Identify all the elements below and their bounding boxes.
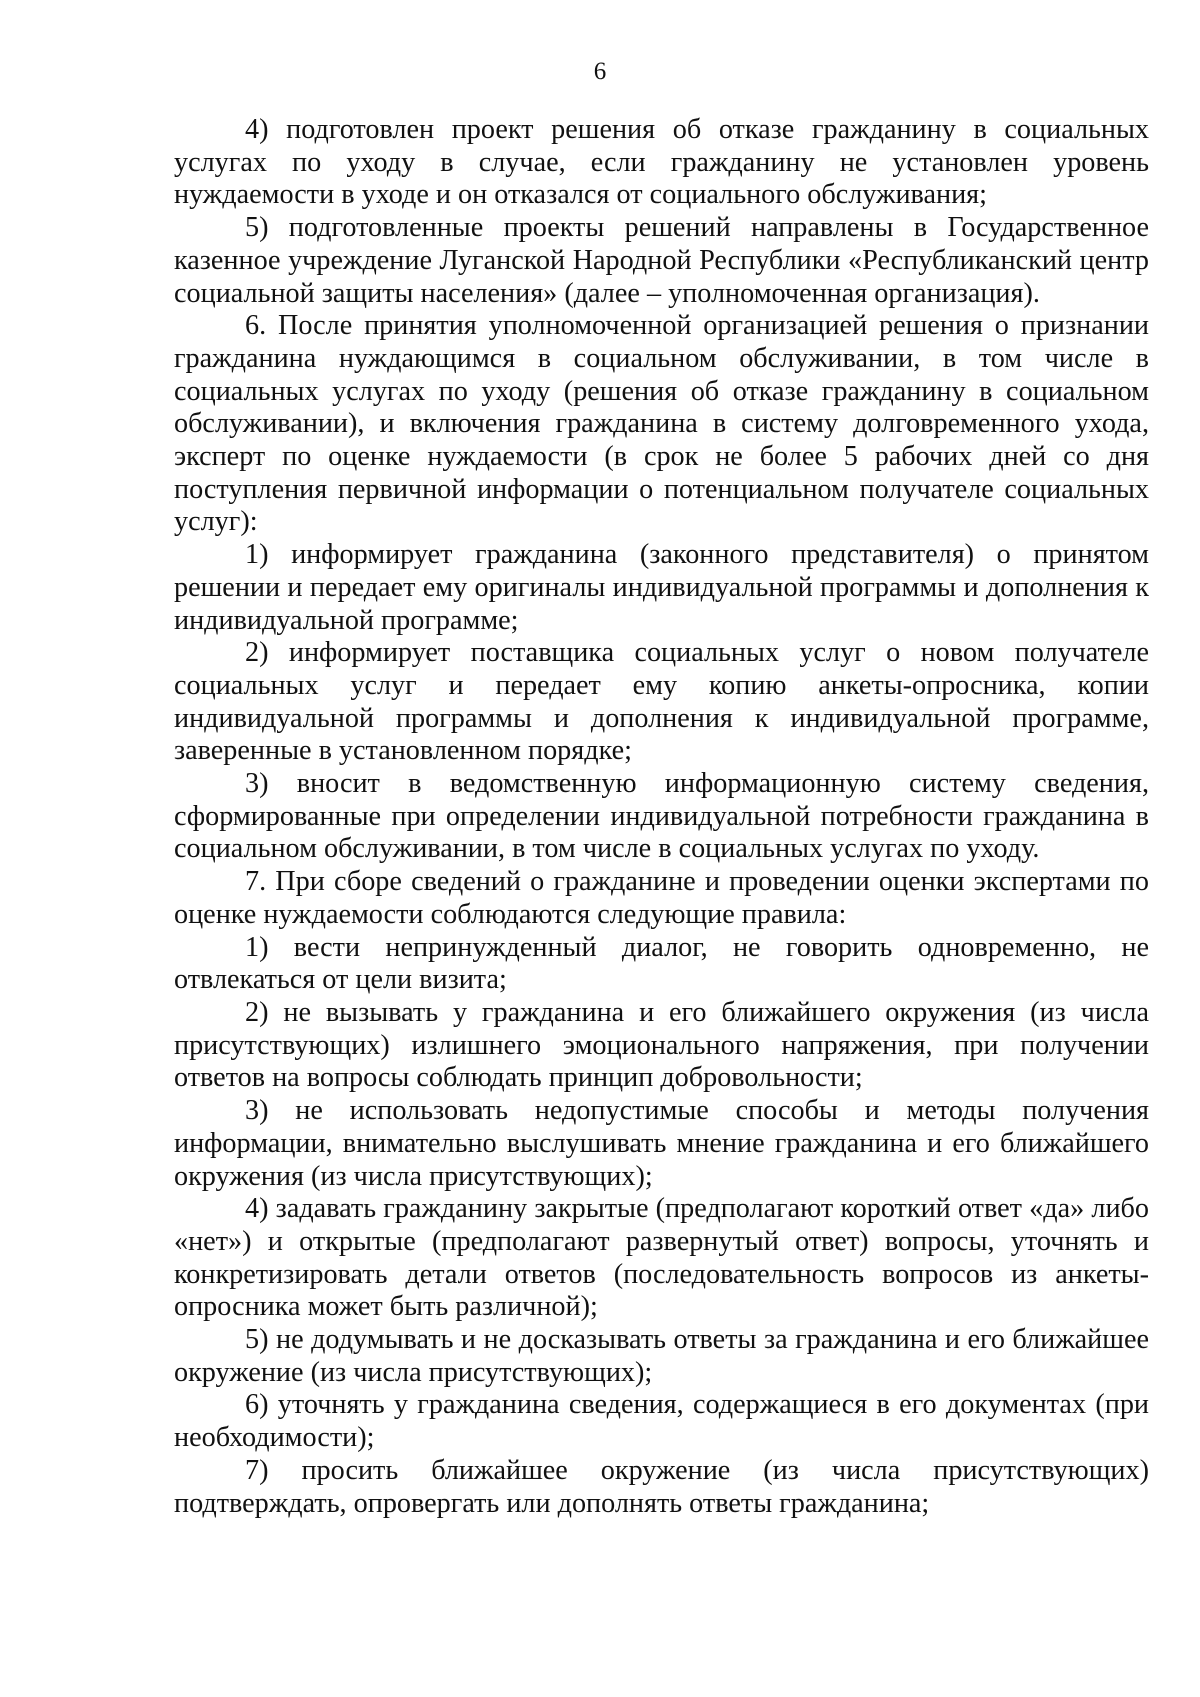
paragraph-section-7-item-1: 1) вести непринужденный диалог, не говорить одновременно, не отвлекаться от цели визита; <box>174 931 1149 996</box>
paragraph-section-7-item-3: 3) не использовать недопустимые способы и методы получения информации, внимательно выслушивать мнение гражданина и его ближайшего окружения (из числа присутствующих); <box>174 1095 1149 1192</box>
paragraph-item-4-draft-refusal: 4) подготовлен проект решения об отказе гражданину в социальных услугах по уходу в случае, если гражданину не установлен уровень нуждаемости в уходе и он отказался от социального обслуживания; <box>174 114 1149 211</box>
paragraph-section-6-item-3: 3) вносит в ведомственную информационную систему сведения, сформированные при определении индивидуальной потребности гражданина в социальном обслуживании, в том числе в социальных услугах по уходу. <box>174 768 1149 865</box>
paragraph-section-7-item-2: 2) не вызывать у гражданина и его ближайшего окружения (из числа присутствующих) излишнего эмоционального напряжения, при получении ответов на вопросы соблюдать принцип добровольности; <box>174 996 1149 1094</box>
paragraph-section-7-item-7: 7) просить ближайшее окружение (из числа присутствующих) подтверждать, опровергать или дополнять ответы гражданина; <box>174 1454 1149 1519</box>
paragraph-section-7-item-5: 5) не додумывать и не досказывать ответы за гражданина и его ближайшее окружение (из числа присутствующих); <box>174 1324 1149 1388</box>
paragraph-section-7: 7. При сборе сведений о гражданине и проведении оценки экспертами по оценке нуждаемости соблюдаются следующие правила: <box>174 866 1149 930</box>
paragraph-section-7-item-6: 6) уточнять у гражданина сведения, содержащиеся в его документах (при необходимости); <box>174 1389 1149 1454</box>
paragraph-section-6-item-2: 2) информирует поставщика социальных услуг о новом получателе социальных услуг и передает ему копию анкеты-опросника, копии индивидуальной программы и дополнения к индивидуальной программе, заверенные в установленном порядке; <box>174 637 1149 767</box>
paragraph-section-6-item-1: 1) информирует гражданина (законного представителя) о принятом решении и передает ему оригиналы индивидуальной программы и дополнения к индивидуальной программе; <box>174 539 1149 636</box>
document-body <box>174 114 1149 1520</box>
paragraph-section-6: 6. После принятия уполномоченной организацией решения о признании гражданина нуждающимся в социальном обслуживании, в том числе в социальных услугах по уходу (решения об отказе гражданину в социальном обслуживании), и включения гражданина в систему долговременного ухода, эксперт по оценке нуждаемости (в срок не более 5 рабочих дней со дня поступления первичной информации о потенциальном получателе социальных услуг): <box>174 310 1149 538</box>
page-number: 6 <box>593 58 607 85</box>
paragraph-item-5-drafts-sent: 5) подготовленные проекты решений направлены в Государственное казенное учреждение Луганской Народной Республики «Республиканский центр социальной защиты населения» (далее – уполномоченная организация). <box>174 212 1149 309</box>
paragraph-section-7-item-4: 4) задавать гражданину закрытые (предполагают короткий ответ «да» либо «нет») и открытые (предполагают развернутый ответ) вопросы, уточнять и конкретизировать детали ответов (последовательность вопросов из анкеты-опросника может быть различной); <box>174 1193 1149 1323</box>
